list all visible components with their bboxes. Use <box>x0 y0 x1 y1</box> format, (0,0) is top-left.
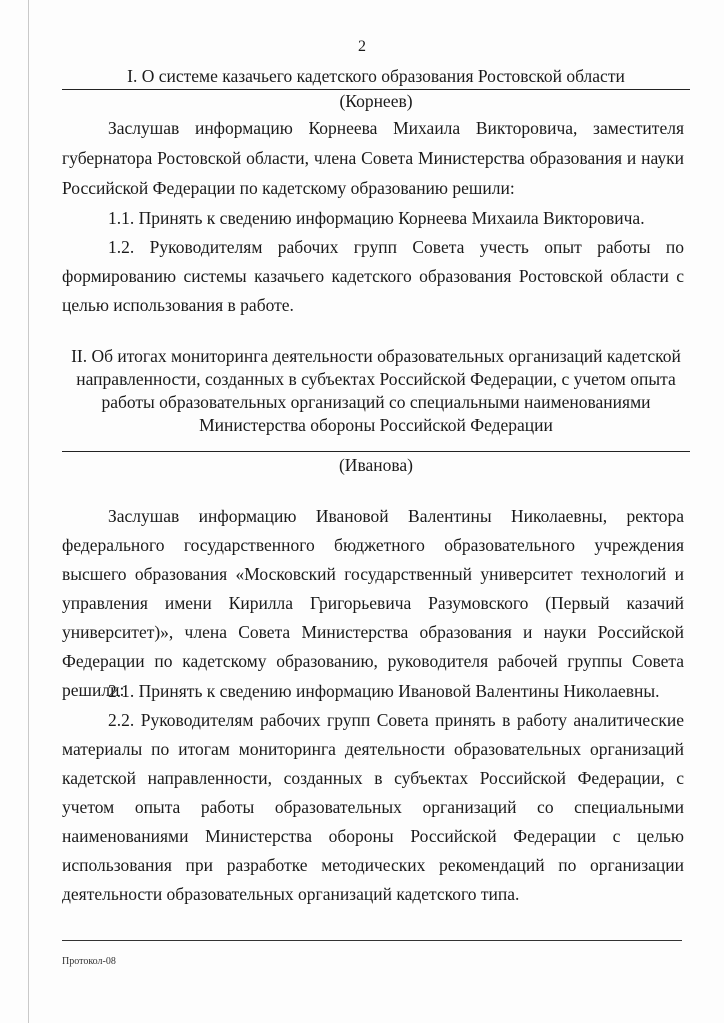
section1-speaker: (Корнеев) <box>339 91 413 111</box>
page-number: 2 <box>358 38 366 55</box>
section2-title-line-1: II. Об итогах мониторинга деятельности образовательных организаций кадетской <box>71 346 681 366</box>
section1-item-1: 1.1. Принять к сведению информацию Корнеева Михаила Викторовича. <box>108 208 645 228</box>
section2-speaker: (Иванова) <box>338 455 413 475</box>
section1-title: I. О системе казачьего кадетского образования Ростовской области <box>127 66 625 86</box>
section2-intro-paragraph: Заслушав информацию Ивановой Валентины Николаевны, ректора федерального государственного бюджетного образовательного учреждения высшего образования «Московский государственный университет технологий и управления имени Кирилла Григорьевича Разумовского (Первый казачий университет)», члена Совета Министерства образования и науки Российской Федерации по кадетскому образованию, руководителя рабочей группы Совета решили: <box>62 506 684 700</box>
scan-edge-line <box>28 0 29 1023</box>
section2-item-2: 2.2. Руководителям рабочих групп Совета принять в работу аналитические материалы по итогам мониторинга деятельности образовательных организаций кадетской направленности, созданных в субъектах Российской Федерации, с учетом опыта работы образовательных организаций со специальными наименованиями Министерства обороны Российской Федерации с целью использования при разработке методических рекомендаций по организации деятельности образовательных организаций кадетского типа. <box>62 710 684 904</box>
section2-title-underline <box>62 451 690 452</box>
footer-rule <box>62 940 682 941</box>
section1-item-2: 1.2. Руководителям рабочих групп Совета учесть опыт работы по формированию системы казачьего кадетского образования Ростовской области с целью использования в работе. <box>62 237 684 315</box>
footer-protocol-label: Протокол-08 <box>62 956 116 967</box>
section2-title-line-4: Министерства обороны Российской Федерации <box>199 415 553 435</box>
section2-title-line-3: работы образовательных организаций со специальными наименованиями <box>101 392 651 412</box>
section2-title-line-2: направленности, созданных в субъектах Российской Федерации, с учетом опыта <box>76 369 676 389</box>
section2-item-1: 2.1. Принять к сведению информацию Ивановой Валентины Николаевны. <box>108 681 660 701</box>
section1-intro-paragraph: Заслушав информацию Корнеева Михаила Викторовича, заместителя губернатора Ростовской области, члена Совета Министерства образования и науки Российской Федерации по кадетскому образованию решили: <box>62 118 684 198</box>
